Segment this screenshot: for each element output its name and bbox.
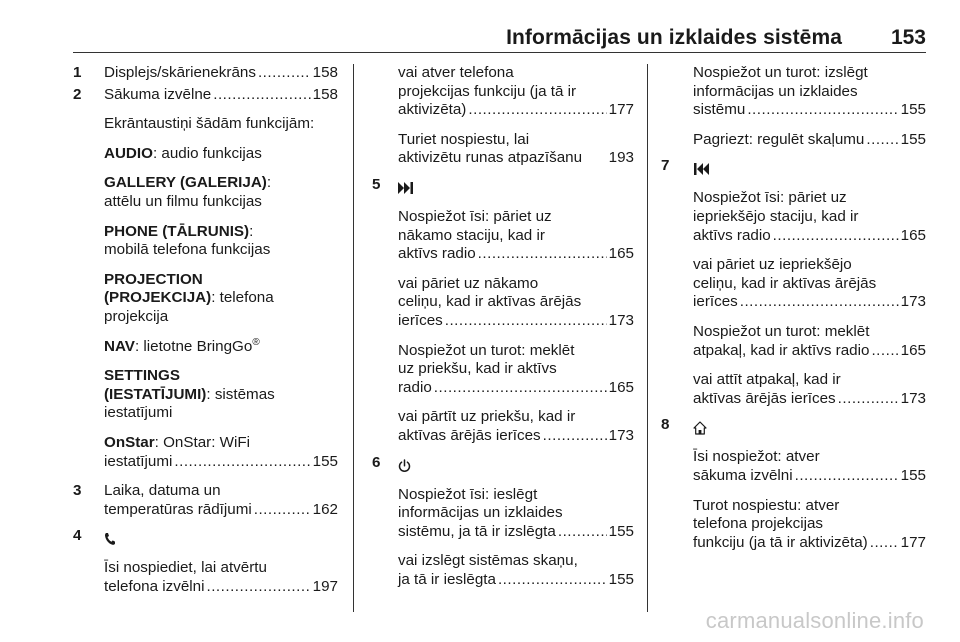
phone-icon — [104, 532, 116, 546]
key-label: (IESTATĪJUMI) — [104, 385, 207, 403]
entry-6-volume — [661, 131, 926, 150]
column-divider — [647, 64, 648, 612]
entry-3: 3 Laika, datuma un temperatūras rādījumi ..... 162 — [73, 482, 338, 519]
leader-dots — [434, 379, 607, 398]
entry-5: 5 Nospiežot īsi: pāriet uz nākamo staciju, kad ir aktīvs radio ..... 165 vai pāriet uz nākamo celiņu, kad ir aktīvas ārējās ierīces ..... 173 Nospiežot un turot: meklēt uz priekšu, kad ir aktīvs radio ..... 165 vai pārtīt uz priekšu, kad ir aktīvas ārējās ierīces ..... 173 — [372, 176, 634, 446]
toc-line: iestatījumi ..... 155 — [104, 453, 338, 472]
entry-4-continued: vai atver telefona projekcijas funkciju (ja tā ir aktivizēta) ..... 177 — [372, 64, 634, 120]
watermark: carmanualsonline.info — [705, 608, 924, 633]
toc-line: Sākuma izvēlne ..... 158 — [104, 86, 338, 105]
intro-text: Ekrāntaustiņi šādām funkcijām: — [104, 115, 315, 133]
registered-mark: ® — [252, 336, 260, 348]
home-icon — [693, 421, 707, 435]
page-ref: 155 — [900, 130, 926, 148]
page-ref: 155 — [608, 522, 634, 540]
column-divider — [353, 64, 354, 612]
entry-number: 3 — [73, 482, 82, 500]
toc-line: aktīvas ārējās ierīces ..... 173 — [398, 427, 634, 446]
leader-dots — [498, 571, 607, 590]
page-ref: 155 — [900, 466, 926, 484]
toc-line: ierīces ..... 173 — [398, 312, 634, 331]
entry-6: 6 Nospiežot īsi: ieslēgt informācijas un izklaides sistēmu, ja tā ir izslēgta ..... 155 vai izslēgt sistēmas skaņu, ja tā ir ieslēgta ..... 155 — [372, 454, 634, 590]
page-number: 153 — [890, 26, 926, 49]
leader-dots — [747, 101, 898, 120]
page-ref: 173 — [900, 293, 926, 311]
toc-line: Pagriezt: regulēt skaļumu ..... 155 — [693, 131, 926, 150]
leader-dots — [213, 86, 310, 105]
page-ref: 177 — [608, 101, 634, 119]
leader-dots — [795, 467, 899, 486]
toc-line: sistēmu ..... 155 — [693, 101, 926, 120]
page-ref: 177 — [900, 533, 926, 551]
page-ref: 158 — [312, 85, 338, 103]
page-ref: 173 — [608, 311, 634, 329]
key-label: SETTINGS — [104, 367, 180, 385]
entry-1 — [73, 64, 338, 83]
entry-number: 5 — [372, 175, 381, 193]
leader-dots — [254, 501, 311, 520]
toc-line: funkciju (ja tā ir aktivizēta) ..... 177 — [693, 534, 926, 553]
header-divider — [73, 52, 926, 53]
toc-line: atpakaļ, kad ir aktīvs radio ..... 165 — [693, 342, 926, 361]
leader-dots — [871, 342, 898, 361]
toc-line: telefona izvēlni ..... 197 — [104, 578, 338, 597]
key-label: PHONE (TĀLRUNIS) — [104, 222, 250, 240]
entry-number: 6 — [372, 453, 381, 471]
toc-line: aktīvs radio ..... 165 — [693, 227, 926, 246]
entry-4-voice: Turiet nospiestu, lai aktivizētu runas atpazīšanu 193 — [398, 130, 634, 167]
key-label: AUDIO — [104, 144, 153, 162]
entry-number: 1 — [73, 64, 82, 81]
page-ref: 162 — [312, 500, 338, 518]
entry-6-continued: Nospiežot un turot: izslēgt informācijas un izklaides sistēmu ..... 155 — [661, 64, 926, 120]
leader-dots — [740, 293, 899, 312]
leader-dots — [468, 101, 606, 120]
leader-dots — [174, 453, 310, 472]
entry-number: 4 — [73, 527, 82, 545]
function-list: Ekrāntaustiņi šādām funkcijām: AUDIO: audio funkcijas GALLERY (GALERIJA): attēlu un filmu funkcijas PHONE (TĀLRUNIS): mobilā telefona funkcijas PROJECTION (PROJEKCIJA): telefona projekcija NAV: lietotne BringGo® SETTINGS (IESTATĪJUMI): sistēmas iestatījumi OnStar: OnStar: WiFi iestatījumi ..... 155 — [73, 115, 338, 471]
page-ref: 155 — [900, 101, 926, 119]
page-ref: 165 — [900, 226, 926, 244]
power-icon — [398, 459, 411, 473]
key-label: GALLERY (GALERIJA) — [104, 174, 267, 192]
page-ref: 165 — [608, 378, 634, 396]
key-label: OnStar — [104, 433, 155, 451]
column-2 — [372, 64, 634, 600]
toc-line: radio ..... 165 — [398, 379, 634, 398]
entry-number: 2 — [73, 85, 82, 103]
leader-dots — [773, 227, 899, 246]
page-ref: 158 — [312, 64, 338, 81]
next-track-icon — [398, 182, 414, 194]
leader-dots — [445, 312, 607, 331]
leader-dots — [870, 534, 899, 553]
toc-line: aktivizēta) ..... 177 — [398, 101, 634, 120]
toc-line: aktīvs radio ..... 165 — [398, 245, 634, 264]
toc-line: ja tā ir ieslēgta ..... 155 — [398, 571, 634, 590]
entry-8: 8 Īsi nospiežot: atver sākuma izvēlni ..... 155 Turot nospiestu: atver telefona projekcijas funkciju (ja tā ir aktivizēta) ..... 177 — [661, 416, 926, 552]
page-ref: 165 — [608, 245, 634, 263]
page-ref: 173 — [900, 389, 926, 407]
page-header — [0, 0, 960, 58]
leader-dots — [206, 578, 310, 597]
page-ref: 165 — [900, 341, 926, 359]
toc-line: sistēmu, ja tā ir izslēgta ..... 155 — [398, 523, 634, 542]
page-ref: 197 — [312, 577, 338, 595]
entry-7: 7 Nospiežot īsi: pāriet uz iepriekšējo staciju, kad ir aktīvs radio ..... 165 vai pāriet uz iepriekšējo celiņu, kad ir aktīvas ārējās ierīces ..... 173 Nospiežot un turot: meklēt atpakaļ, kad ir aktīvs radio ..... 165 vai attīt atpakaļ, kad ir aktīvas ārējās ierīces ..... 173 — [661, 157, 926, 408]
toc-line: sākuma izvēlni ..... 155 — [693, 467, 926, 486]
key-label: PROJECTION — [104, 270, 203, 288]
page-ref: 155 — [608, 570, 634, 588]
page-ref: 193 — [608, 149, 634, 167]
toc-line: ierīces ..... 173 — [693, 293, 926, 312]
leader-dots — [543, 427, 607, 446]
page-ref: 173 — [608, 426, 634, 444]
entry-4: 4 Īsi nospiediet, lai atvērtu telefona izvēlni ..... 197 — [73, 527, 338, 596]
previous-track-icon — [693, 163, 709, 175]
toc-line: temperatūras rādījumi ..... 162 — [104, 501, 338, 520]
leader-dots — [258, 64, 311, 83]
key-label: NAV — [104, 337, 135, 355]
entry-number: 8 — [661, 416, 670, 434]
toc-line: Displejs/skārienekrāns ..... 158 — [104, 64, 338, 83]
page-title: Informācijas un izklaides sistēma — [506, 26, 842, 49]
toc-line: aktīvas ārējās ierīces ..... 173 — [693, 390, 926, 409]
entry-number: 7 — [661, 157, 670, 175]
page-ref: 155 — [312, 452, 338, 470]
toc-line: aktivizētu runas atpazīšanu 193 — [398, 149, 634, 167]
leader-dots — [478, 245, 607, 264]
key-label: (PROJEKCIJA) — [104, 289, 212, 307]
leader-dots — [838, 390, 899, 409]
entry-2 — [73, 86, 338, 105]
column-1 — [73, 64, 338, 596]
leader-dots — [866, 131, 898, 150]
column-3 — [661, 64, 926, 563]
leader-dots — [558, 523, 607, 542]
